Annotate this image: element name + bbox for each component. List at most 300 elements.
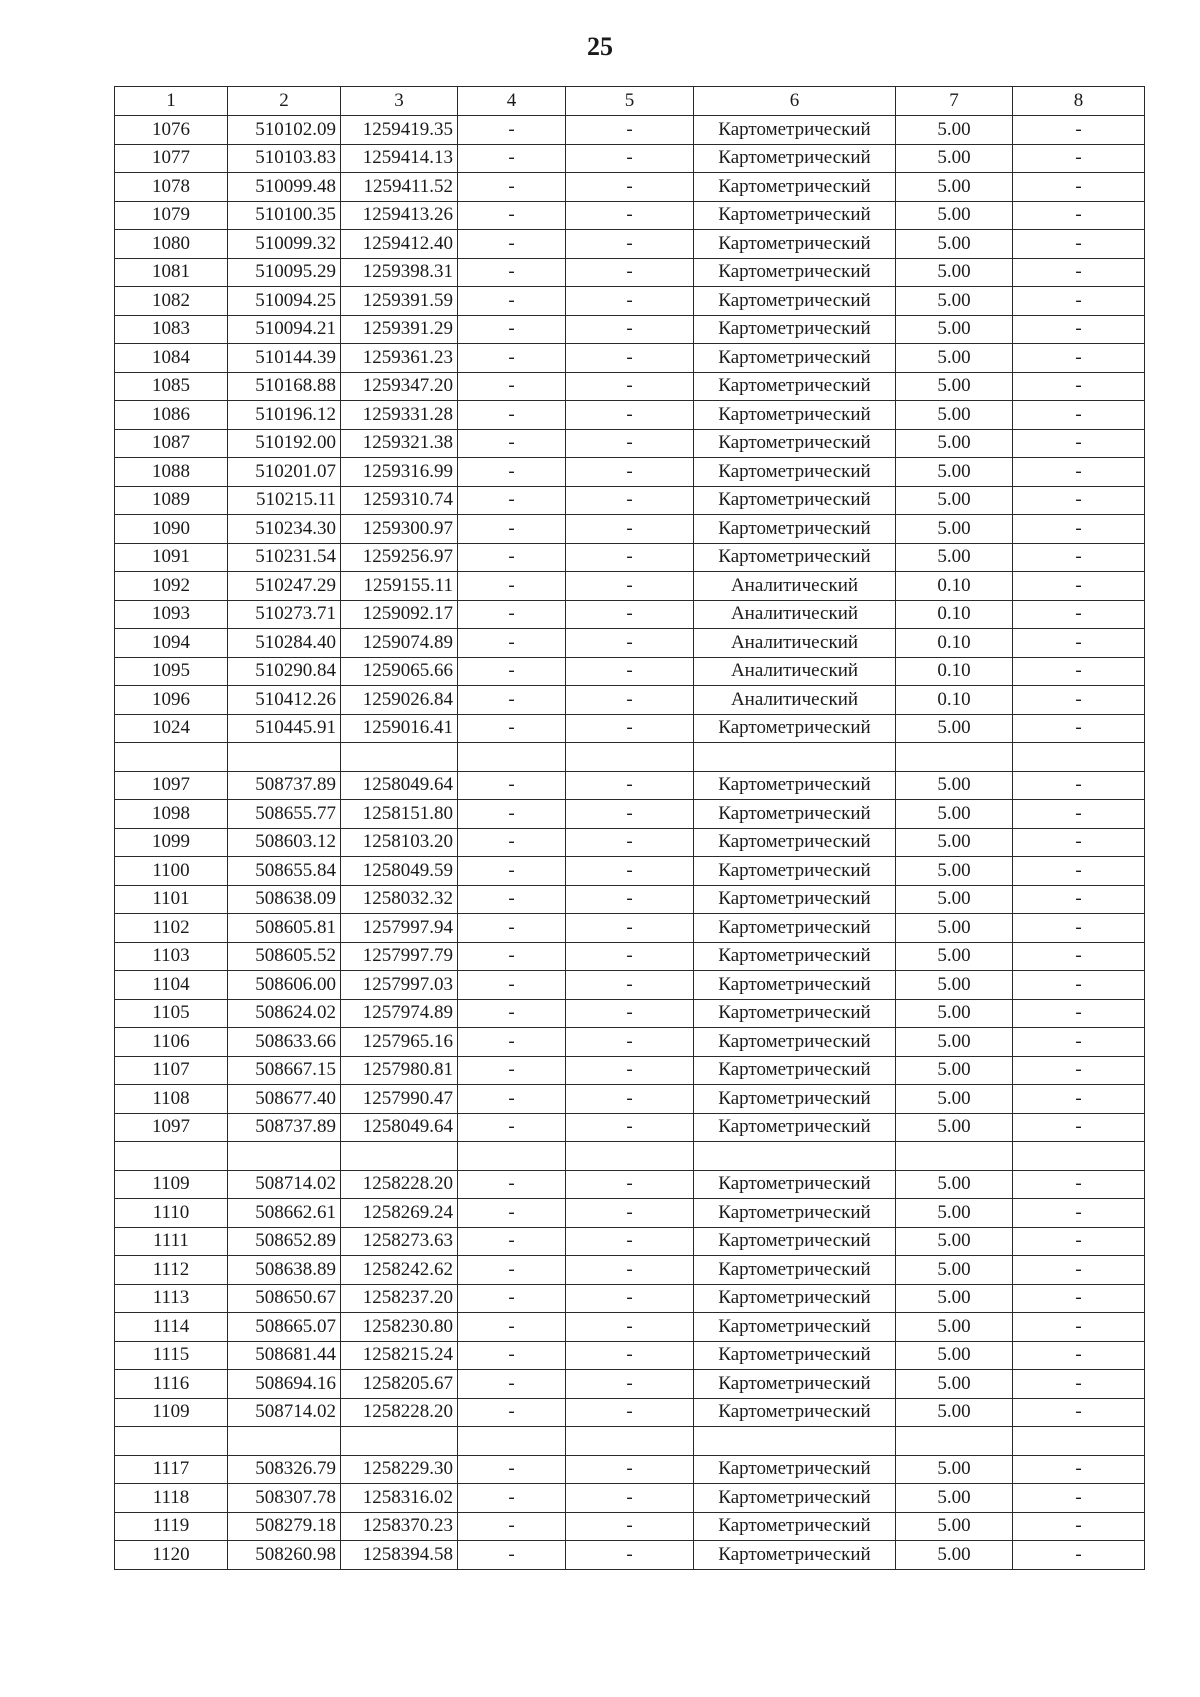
table-cell-col-4: - <box>458 1227 566 1256</box>
table-cell-col-1: 1091 <box>115 543 228 572</box>
table-cell-col-7: 5.00 <box>896 1284 1013 1313</box>
table-cell-col-1 <box>115 743 228 772</box>
table-row <box>115 486 1145 515</box>
table-cell-col-5: - <box>566 914 694 943</box>
table-cell-col-7: 5.00 <box>896 1455 1013 1484</box>
table-cell-col-6 <box>694 743 896 772</box>
table-cell-col-7: 5.00 <box>896 1199 1013 1228</box>
table-cell-col-3: 1259256.97 <box>341 543 458 572</box>
table-cell-col-7: 5.00 <box>896 287 1013 316</box>
table-row <box>115 429 1145 458</box>
table-cell-col-1: 1089 <box>115 486 228 515</box>
table-cell-col-7 <box>896 1427 1013 1456</box>
table-cell-col-6: Картометрический <box>694 372 896 401</box>
table-cell-col-7: 5.00 <box>896 771 1013 800</box>
table-cell-col-5: - <box>566 372 694 401</box>
table-cell-col-1: 1102 <box>115 914 228 943</box>
table-cell-col-2: 508681.44 <box>228 1341 341 1370</box>
table-cell-col-4: - <box>458 714 566 743</box>
table-cell-col-7: 5.00 <box>896 401 1013 430</box>
table-cell-col-3: 1258151.80 <box>341 800 458 829</box>
table-cell-col-1: 1118 <box>115 1484 228 1513</box>
column-header-4: 4 <box>458 87 566 116</box>
table-cell-col-3: 1259361.23 <box>341 344 458 373</box>
table-cell-col-7: 5.00 <box>896 914 1013 943</box>
table-cell-col-5: - <box>566 771 694 800</box>
table-cell-col-8: - <box>1013 344 1145 373</box>
table-cell-col-5: - <box>566 258 694 287</box>
table-cell-col-6: Картометрический <box>694 1512 896 1541</box>
table-cell-col-2: 508662.61 <box>228 1199 341 1228</box>
table-cell-col-3: 1259155.11 <box>341 572 458 601</box>
table-cell-col-4: - <box>458 800 566 829</box>
table-cell-col-5: - <box>566 657 694 686</box>
table-cell-col-7: 5.00 <box>896 372 1013 401</box>
table-cell-col-8: - <box>1013 1199 1145 1228</box>
table-cell-col-5: - <box>566 458 694 487</box>
table-cell-col-5: - <box>566 600 694 629</box>
table-cell-col-6: Аналитический <box>694 600 896 629</box>
table-cell-col-5: - <box>566 1284 694 1313</box>
table-cell-col-1: 1084 <box>115 344 228 373</box>
table-row <box>115 1085 1145 1114</box>
table-cell-col-4: - <box>458 1341 566 1370</box>
table-cell-col-5: - <box>566 1512 694 1541</box>
table-cell-col-3: 1258049.59 <box>341 857 458 886</box>
table-cell-col-2: 508279.18 <box>228 1512 341 1541</box>
column-header-6: 6 <box>694 87 896 116</box>
table-cell-col-4: - <box>458 486 566 515</box>
table-row <box>115 657 1145 686</box>
table-row <box>115 1512 1145 1541</box>
table-cell-col-2: 508605.81 <box>228 914 341 943</box>
table-cell-col-3: 1257974.89 <box>341 999 458 1028</box>
table-cell-col-1: 1099 <box>115 828 228 857</box>
table-cell-col-1: 1024 <box>115 714 228 743</box>
table-cell-col-4: - <box>458 287 566 316</box>
table-cell-col-4: - <box>458 1170 566 1199</box>
table-cell-col-6: Картометрический <box>694 201 896 230</box>
table-row <box>115 344 1145 373</box>
table-cell-col-2: 510168.88 <box>228 372 341 401</box>
table-cell-col-4 <box>458 1142 566 1171</box>
table-cell-col-3 <box>341 743 458 772</box>
table-cell-col-3: 1259411.52 <box>341 173 458 202</box>
coordinates-table <box>114 86 1145 1570</box>
table-cell-col-3: 1258228.20 <box>341 1398 458 1427</box>
table-cell-col-8: - <box>1013 1113 1145 1142</box>
table-cell-col-1: 1105 <box>115 999 228 1028</box>
table-cell-col-5: - <box>566 1341 694 1370</box>
table-cell-col-7: 5.00 <box>896 857 1013 886</box>
table-cell-col-2: 510099.48 <box>228 173 341 202</box>
table-cell-col-7: 5.00 <box>896 1056 1013 1085</box>
table-cell-col-5: - <box>566 714 694 743</box>
table-cell-col-8: - <box>1013 515 1145 544</box>
table-cell-col-4: - <box>458 1028 566 1057</box>
table-cell-col-1: 1111 <box>115 1227 228 1256</box>
table-cell-col-3: 1258229.30 <box>341 1455 458 1484</box>
table-cell-col-1 <box>115 1427 228 1456</box>
table-cell-col-2: 510196.12 <box>228 401 341 430</box>
table-row <box>115 971 1145 1000</box>
table-cell-col-6: Картометрический <box>694 429 896 458</box>
table-cell-col-6: Картометрический <box>694 144 896 173</box>
table-cell-col-7: 5.00 <box>896 429 1013 458</box>
table-cell-col-6: Картометрический <box>694 1085 896 1114</box>
table-cell-col-7: 0.10 <box>896 629 1013 658</box>
table-cell-col-6: Картометрический <box>694 1341 896 1370</box>
table-cell-col-1: 1108 <box>115 1085 228 1114</box>
table-cell-col-8: - <box>1013 401 1145 430</box>
table-cell-col-8: - <box>1013 1398 1145 1427</box>
table-cell-col-5 <box>566 743 694 772</box>
table-cell-col-3: 1258370.23 <box>341 1512 458 1541</box>
table-cell-col-2: 510412.26 <box>228 686 341 715</box>
table-header <box>115 87 1145 116</box>
table-cell-col-7: 5.00 <box>896 885 1013 914</box>
table-cell-col-6: Картометрический <box>694 1056 896 1085</box>
table-cell-col-5: - <box>566 999 694 1028</box>
table-cell-col-3: 1257990.47 <box>341 1085 458 1114</box>
table-cell-col-1: 1086 <box>115 401 228 430</box>
table-row <box>115 885 1145 914</box>
table-cell-col-7: 5.00 <box>896 1541 1013 1570</box>
table-cell-col-3: 1259413.26 <box>341 201 458 230</box>
table-cell-col-2: 508638.89 <box>228 1256 341 1285</box>
column-header-7: 7 <box>896 87 1013 116</box>
table-cell-col-1: 1109 <box>115 1398 228 1427</box>
table-row <box>115 258 1145 287</box>
table-cell-col-3: 1258032.32 <box>341 885 458 914</box>
table-cell-col-7: 5.00 <box>896 515 1013 544</box>
table-cell-col-5: - <box>566 1170 694 1199</box>
table-cell-col-2: 510284.40 <box>228 629 341 658</box>
table-cell-col-2: 510201.07 <box>228 458 341 487</box>
table-cell-col-7: 0.10 <box>896 657 1013 686</box>
table-cell-col-3: 1259016.41 <box>341 714 458 743</box>
table-cell-col-4: - <box>458 401 566 430</box>
table-cell-col-4: - <box>458 971 566 1000</box>
table-cell-col-8: - <box>1013 486 1145 515</box>
table-cell-col-1: 1106 <box>115 1028 228 1057</box>
table-cell-col-8: - <box>1013 201 1145 230</box>
table-row <box>115 287 1145 316</box>
table-cell-col-1: 1103 <box>115 942 228 971</box>
table-cell-col-4: - <box>458 458 566 487</box>
table-row <box>115 1113 1145 1142</box>
table-cell-col-3: 1259321.38 <box>341 429 458 458</box>
table-cell-col-7: 5.00 <box>896 173 1013 202</box>
table-cell-col-8: - <box>1013 543 1145 572</box>
table-row <box>115 1256 1145 1285</box>
table-cell-col-1: 1092 <box>115 572 228 601</box>
table-row <box>115 1541 1145 1570</box>
table-cell-col-7: 5.00 <box>896 1170 1013 1199</box>
table-cell-col-2: 510231.54 <box>228 543 341 572</box>
table-cell-col-3: 1259331.28 <box>341 401 458 430</box>
column-header-2: 2 <box>228 87 341 116</box>
table-cell-col-3: 1258394.58 <box>341 1541 458 1570</box>
table-cell-col-1: 1119 <box>115 1512 228 1541</box>
table-cell-col-8: - <box>1013 971 1145 1000</box>
table-cell-col-1: 1079 <box>115 201 228 230</box>
table-cell-col-3: 1259419.35 <box>341 116 458 145</box>
table-cell-col-4: - <box>458 686 566 715</box>
table-cell-col-3: 1258230.80 <box>341 1313 458 1342</box>
table-cell-col-1: 1097 <box>115 1113 228 1142</box>
table-cell-col-2: 508307.78 <box>228 1484 341 1513</box>
table-cell-col-7: 5.00 <box>896 1227 1013 1256</box>
table-cell-col-3: 1259026.84 <box>341 686 458 715</box>
table-cell-col-7: 5.00 <box>896 1484 1013 1513</box>
table-cell-col-8 <box>1013 1142 1145 1171</box>
table-cell-col-6: Картометрический <box>694 971 896 1000</box>
column-header-5: 5 <box>566 87 694 116</box>
table-cell-col-4: - <box>458 116 566 145</box>
table-cell-col-5: - <box>566 1541 694 1570</box>
table-cell-col-4: - <box>458 828 566 857</box>
table-cell-col-5: - <box>566 1113 694 1142</box>
table-cell-col-3: 1258228.20 <box>341 1170 458 1199</box>
table-cell-col-5: - <box>566 173 694 202</box>
table-cell-col-5: - <box>566 486 694 515</box>
table-cell-col-1: 1088 <box>115 458 228 487</box>
table-cell-col-3: 1258049.64 <box>341 1113 458 1142</box>
table-cell-col-2: 510095.29 <box>228 258 341 287</box>
table-cell-col-8: - <box>1013 1455 1145 1484</box>
table-cell-col-6: Картометрический <box>694 401 896 430</box>
table-cell-col-3 <box>341 1427 458 1456</box>
table-row <box>115 1284 1145 1313</box>
table-cell-col-1: 1082 <box>115 287 228 316</box>
table-cell-col-7: 5.00 <box>896 1113 1013 1142</box>
table-cell-col-4: - <box>458 1484 566 1513</box>
table-cell-col-4: - <box>458 1398 566 1427</box>
table-cell-col-4: - <box>458 629 566 658</box>
table-cell-col-2: 508633.66 <box>228 1028 341 1057</box>
table-cell-col-7: 5.00 <box>896 543 1013 572</box>
table-cell-col-4: - <box>458 857 566 886</box>
table-cell-col-2: 510445.91 <box>228 714 341 743</box>
table-cell-col-6: Картометрический <box>694 173 896 202</box>
table-row <box>115 914 1145 943</box>
table-cell-col-2: 510234.30 <box>228 515 341 544</box>
table-cell-col-2: 510102.09 <box>228 116 341 145</box>
table-cell-col-8: - <box>1013 1227 1145 1256</box>
table-cell-col-2: 508737.89 <box>228 1113 341 1142</box>
table-cell-col-7: 5.00 <box>896 1313 1013 1342</box>
table-cell-col-6: Картометрический <box>694 1256 896 1285</box>
table-cell-col-8: - <box>1013 942 1145 971</box>
table-cell-col-7 <box>896 743 1013 772</box>
table-cell-col-8: - <box>1013 999 1145 1028</box>
table-row <box>115 629 1145 658</box>
column-header-1: 1 <box>115 87 228 116</box>
table-cell-col-5: - <box>566 116 694 145</box>
table-cell-col-1: 1093 <box>115 600 228 629</box>
table-cell-col-8: - <box>1013 1170 1145 1199</box>
table-cell-col-8: - <box>1013 1341 1145 1370</box>
table-cell-col-3: 1259412.40 <box>341 230 458 259</box>
table-cell-col-5: - <box>566 1313 694 1342</box>
table-cell-col-3: 1258237.20 <box>341 1284 458 1313</box>
table-cell-col-7: 5.00 <box>896 828 1013 857</box>
table-row <box>115 942 1145 971</box>
table-cell-col-1: 1098 <box>115 800 228 829</box>
table-cell-col-1: 1100 <box>115 857 228 886</box>
table-cell-col-2: 508694.16 <box>228 1370 341 1399</box>
table-cell-col-8: - <box>1013 173 1145 202</box>
table-cell-col-4: - <box>458 572 566 601</box>
table-cell-col-5: - <box>566 1028 694 1057</box>
table-row <box>115 515 1145 544</box>
table-cell-col-2: 508326.79 <box>228 1455 341 1484</box>
table-cell-col-4: - <box>458 173 566 202</box>
table-cell-col-2: 508605.52 <box>228 942 341 971</box>
table-row <box>115 771 1145 800</box>
table-row <box>115 1170 1145 1199</box>
table-cell-col-6: Картометрический <box>694 315 896 344</box>
table-cell-col-6: Картометрический <box>694 828 896 857</box>
table-cell-col-6: Картометрический <box>694 1455 896 1484</box>
table-cell-col-6: Аналитический <box>694 657 896 686</box>
column-header-3: 3 <box>341 87 458 116</box>
table-cell-col-4: - <box>458 885 566 914</box>
table-cell-col-2: 508714.02 <box>228 1398 341 1427</box>
table-cell-col-8: - <box>1013 1313 1145 1342</box>
table-cell-col-7: 5.00 <box>896 1341 1013 1370</box>
table-cell-col-7: 5.00 <box>896 971 1013 1000</box>
table-cell-col-8: - <box>1013 885 1145 914</box>
table-cell-col-4: - <box>458 1455 566 1484</box>
table-cell-col-7: 5.00 <box>896 144 1013 173</box>
table-cell-col-6: Картометрический <box>694 515 896 544</box>
page-number: 25 <box>587 32 613 61</box>
table-cell-col-5: - <box>566 572 694 601</box>
table-row <box>115 1398 1145 1427</box>
table-cell-col-4 <box>458 743 566 772</box>
table-cell-col-4: - <box>458 1256 566 1285</box>
table-row <box>115 1370 1145 1399</box>
table-cell-col-6: Картометрический <box>694 230 896 259</box>
table-cell-col-8: - <box>1013 458 1145 487</box>
table-row <box>115 1427 1145 1456</box>
table-cell-col-7: 5.00 <box>896 1370 1013 1399</box>
table-cell-col-8: - <box>1013 287 1145 316</box>
table-cell-col-1: 1090 <box>115 515 228 544</box>
table-cell-col-2: 508665.07 <box>228 1313 341 1342</box>
table-cell-col-2: 508655.77 <box>228 800 341 829</box>
table-cell-col-4: - <box>458 1113 566 1142</box>
table-cell-col-7: 5.00 <box>896 1398 1013 1427</box>
table-cell-col-1: 1115 <box>115 1341 228 1370</box>
table-cell-col-6: Аналитический <box>694 572 896 601</box>
table-row <box>115 144 1145 173</box>
table-cell-col-5: - <box>566 1256 694 1285</box>
table-cell-col-7: 5.00 <box>896 1028 1013 1057</box>
table-cell-col-5: - <box>566 800 694 829</box>
table-cell-col-3: 1259414.13 <box>341 144 458 173</box>
table-cell-col-3: 1258103.20 <box>341 828 458 857</box>
table-cell-col-1: 1112 <box>115 1256 228 1285</box>
table-cell-col-3: 1257997.03 <box>341 971 458 1000</box>
table-cell-col-2: 510094.25 <box>228 287 341 316</box>
table-cell-col-1: 1080 <box>115 230 228 259</box>
table-cell-col-7: 5.00 <box>896 258 1013 287</box>
table-cell-col-6: Картометрический <box>694 1170 896 1199</box>
table-cell-col-6 <box>694 1427 896 1456</box>
table-cell-col-6: Картометрический <box>694 857 896 886</box>
table-cell-col-7: 0.10 <box>896 600 1013 629</box>
table-cell-col-2: 508655.84 <box>228 857 341 886</box>
table-cell-col-5: - <box>566 344 694 373</box>
table-cell-col-4: - <box>458 258 566 287</box>
table-cell-col-4: - <box>458 144 566 173</box>
table-cell-col-7: 5.00 <box>896 486 1013 515</box>
table-cell-col-8: - <box>1013 629 1145 658</box>
table-cell-col-2: 508667.15 <box>228 1056 341 1085</box>
table-cell-col-6: Картометрический <box>694 458 896 487</box>
table-cell-col-1: 1078 <box>115 173 228 202</box>
table-cell-col-1: 1094 <box>115 629 228 658</box>
table-cell-col-8: - <box>1013 686 1145 715</box>
table-cell-col-4: - <box>458 657 566 686</box>
table-row <box>115 743 1145 772</box>
table-cell-col-2: 510215.11 <box>228 486 341 515</box>
table-cell-col-5: - <box>566 1484 694 1513</box>
table-cell-col-3: 1257965.16 <box>341 1028 458 1057</box>
table-cell-col-5: - <box>566 942 694 971</box>
table-cell-col-4: - <box>458 1313 566 1342</box>
table-row <box>115 315 1145 344</box>
table-cell-col-7: 0.10 <box>896 686 1013 715</box>
table-cell-col-2: 508260.98 <box>228 1541 341 1570</box>
table-row <box>115 999 1145 1028</box>
table-cell-col-6: Картометрический <box>694 914 896 943</box>
table-cell-col-3: 1259310.74 <box>341 486 458 515</box>
table-row <box>115 1142 1145 1171</box>
table-cell-col-7: 5.00 <box>896 1256 1013 1285</box>
table-cell-col-4: - <box>458 1056 566 1085</box>
table-cell-col-6: Картометрический <box>694 1113 896 1142</box>
table-body <box>115 116 1145 1570</box>
table-cell-col-2: 510290.84 <box>228 657 341 686</box>
table-cell-col-5: - <box>566 1085 694 1114</box>
table-cell-col-6: Картометрический <box>694 1284 896 1313</box>
table-cell-col-8: - <box>1013 857 1145 886</box>
table-cell-col-1: 1096 <box>115 686 228 715</box>
table-row <box>115 1341 1145 1370</box>
table-cell-col-7: 5.00 <box>896 999 1013 1028</box>
table-cell-col-2: 510094.21 <box>228 315 341 344</box>
table-row <box>115 372 1145 401</box>
table-cell-col-5: - <box>566 971 694 1000</box>
table-cell-col-8: - <box>1013 1512 1145 1541</box>
table-cell-col-8 <box>1013 743 1145 772</box>
table-cell-col-6: Картометрический <box>694 714 896 743</box>
table-cell-col-2: 508650.67 <box>228 1284 341 1313</box>
table-cell-col-4: - <box>458 600 566 629</box>
table-cell-col-3: 1258269.24 <box>341 1199 458 1228</box>
table-cell-col-4: - <box>458 372 566 401</box>
table-cell-col-6: Картометрический <box>694 1199 896 1228</box>
table-cell-col-8: - <box>1013 429 1145 458</box>
table-cell-col-2: 510144.39 <box>228 344 341 373</box>
table-cell-col-8: - <box>1013 800 1145 829</box>
table-cell-col-2: 510100.35 <box>228 201 341 230</box>
table-row <box>115 686 1145 715</box>
